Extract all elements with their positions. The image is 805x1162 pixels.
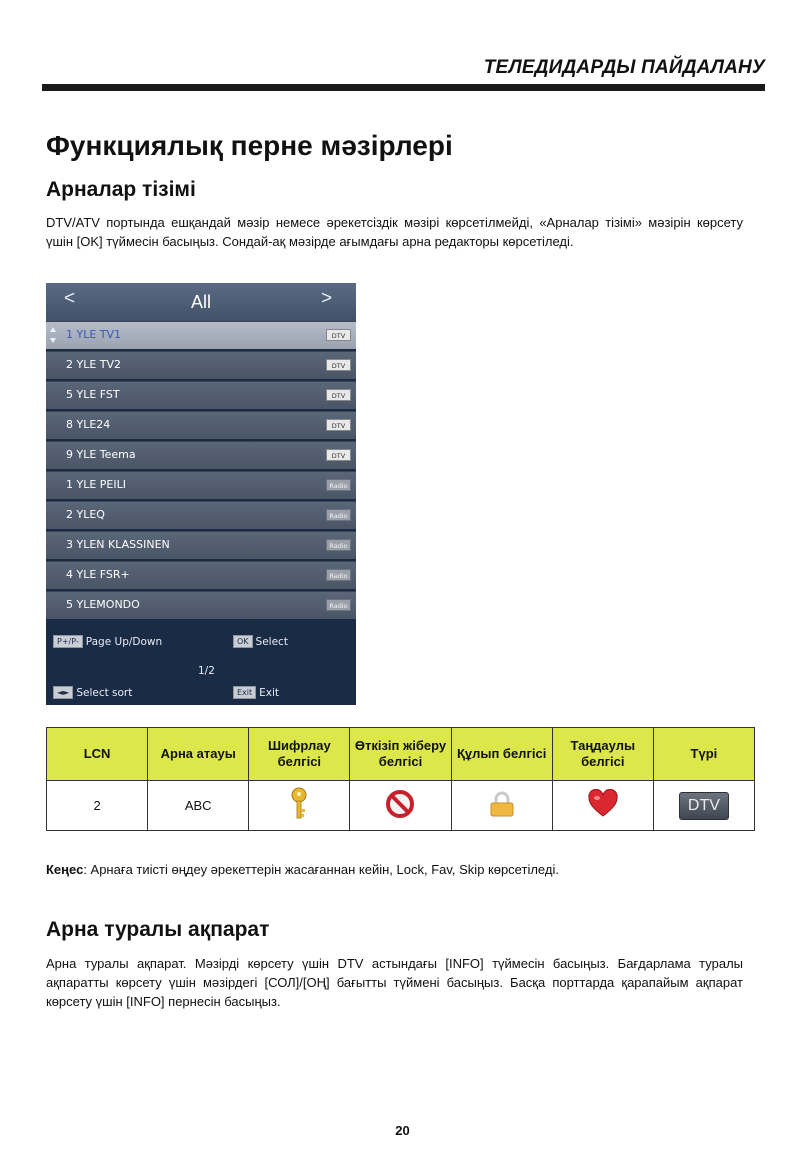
channel-name: 2 YLE TV2 <box>66 358 122 371</box>
next-category-arrow[interactable]: > <box>321 288 333 309</box>
header-title: ТЕЛЕДИДАРДЫ ПАЙДАЛАНУ <box>483 57 765 78</box>
page-updown-label: Page Up/Down <box>85 636 163 648</box>
table-row <box>47 781 755 831</box>
col-lcn: LCN <box>47 728 148 781</box>
channel-row[interactable] <box>46 531 356 559</box>
channel-name: 9 YLE Teema <box>66 448 136 461</box>
select-hint <box>233 635 288 648</box>
exit-key: Exit <box>233 686 256 699</box>
channel-type-badge: DTV <box>326 389 351 401</box>
channel-row[interactable] <box>46 411 356 439</box>
channel-type-badge: Radio <box>326 479 351 491</box>
main-title: Функциялық перне мәзірлері <box>46 130 453 161</box>
col-skip: Өткізіп жіберу белгісі <box>350 728 451 781</box>
prev-category-arrow[interactable]: < <box>64 288 76 309</box>
channel-name: 1 YLE PEILI <box>66 478 126 491</box>
dtv-type-badge: DTV <box>679 792 729 820</box>
channel-type-badge: DTV <box>326 329 351 341</box>
skip-cell <box>350 781 451 831</box>
favorite-cell <box>552 781 653 831</box>
header-rule <box>42 84 765 91</box>
lock-icon <box>488 790 516 818</box>
legend-table <box>46 727 755 831</box>
channel-list-paragraph: DTV/ATV портында ешқандай мәзір немесе әрекетсіздік мәзірі көрсетілмейді, «Арналар тізімі» мәзірін көрсету үшін [OK] түймесін басыңыз. Сондай-ақ мәзірде ағымдағы арна редакторы көрсетіледі. <box>46 215 743 249</box>
col-lock: Құлып белгісі <box>451 728 552 781</box>
col-type: Түрі <box>653 728 754 781</box>
channel-name: 2 YLEQ <box>66 508 105 521</box>
tip-line <box>46 862 559 877</box>
col-name: Арна атауы <box>148 728 249 781</box>
channel-name: 5 YLE FST <box>66 388 120 401</box>
page-indicator: 1/2 <box>198 665 215 677</box>
channel-name: 3 YLEN KLASSINEN <box>66 538 170 551</box>
col-encryption: Шифрлау белгісі <box>249 728 350 781</box>
table-header-row <box>47 728 755 781</box>
updown-icon <box>50 327 56 343</box>
col-favorite: Таңдаулы белгісі <box>552 728 653 781</box>
arrows-key: ◄► <box>53 686 73 699</box>
channel-type-badge: Radio <box>326 569 351 581</box>
channel-info-paragraph: Арна туралы ақпарат. Мәзірді көрсету үшін DTV астындағы [INFO] түймесін басыңыз. Бағдарлама туралы ақпаратты көрсету үшін мәзірдегі [СОЛ]/[ОҢ] бағытты түймені басыңыз. Басқа порттарда қарапайым ақпарат көрсету үшін [INFO] пернесін басыңыз. <box>46 956 743 1009</box>
channel-type-badge: Radio <box>326 509 351 521</box>
ok-key: OK <box>233 635 253 648</box>
name-cell: ABC <box>148 781 249 831</box>
category-label: All <box>190 292 211 312</box>
type-cell <box>653 781 754 831</box>
channel-row[interactable] <box>46 471 356 499</box>
channel-name: 4 YLE FSR+ <box>66 568 130 581</box>
tip-text: : Арнаға тиісті өңдеу әрекеттерін жасағаннан кейін, Lock, Fav, Skip көрсетіледі. <box>83 862 559 877</box>
page-updown-hint <box>53 635 162 648</box>
channel-row[interactable] <box>46 441 356 469</box>
channel-type-badge: DTV <box>326 359 351 371</box>
exit-hint <box>233 686 279 699</box>
channel-type-badge: Radio <box>326 599 351 611</box>
key-icon <box>289 787 309 821</box>
channel-row[interactable] <box>46 501 356 529</box>
channel-row[interactable] <box>46 321 356 349</box>
channel-row[interactable] <box>46 351 356 379</box>
select-sort-hint <box>53 686 132 699</box>
select-label: Select <box>255 636 288 648</box>
channel-row[interactable] <box>46 381 356 409</box>
channel-type-badge: DTV <box>326 419 351 431</box>
heart-icon <box>587 789 619 819</box>
no-entry-icon <box>384 789 416 819</box>
lcn-cell: 2 <box>47 781 148 831</box>
select-sort-label: Select sort <box>76 687 133 699</box>
channel-row[interactable] <box>46 591 356 619</box>
channel-name: 8 YLE24 <box>66 418 111 431</box>
exit-label: Exit <box>259 687 280 699</box>
channel-list-menu <box>46 283 356 705</box>
page-key: P+/P- <box>53 635 83 648</box>
lock-cell <box>451 781 552 831</box>
channel-type-badge: Radio <box>326 539 351 551</box>
page-number: 20 <box>395 1123 410 1138</box>
channel-list-title: Арналар тізімі <box>46 178 196 201</box>
menu-header <box>46 283 356 321</box>
channel-type-badge: DTV <box>326 449 351 461</box>
tip-label: Кеңес <box>46 862 84 877</box>
channel-row[interactable] <box>46 561 356 589</box>
encryption-cell <box>249 781 350 831</box>
channel-info-title: Арна туралы ақпарат <box>46 918 270 941</box>
channel-name: 1 YLE TV1 <box>66 328 122 341</box>
channel-name: 5 YLEMONDO <box>66 598 140 611</box>
